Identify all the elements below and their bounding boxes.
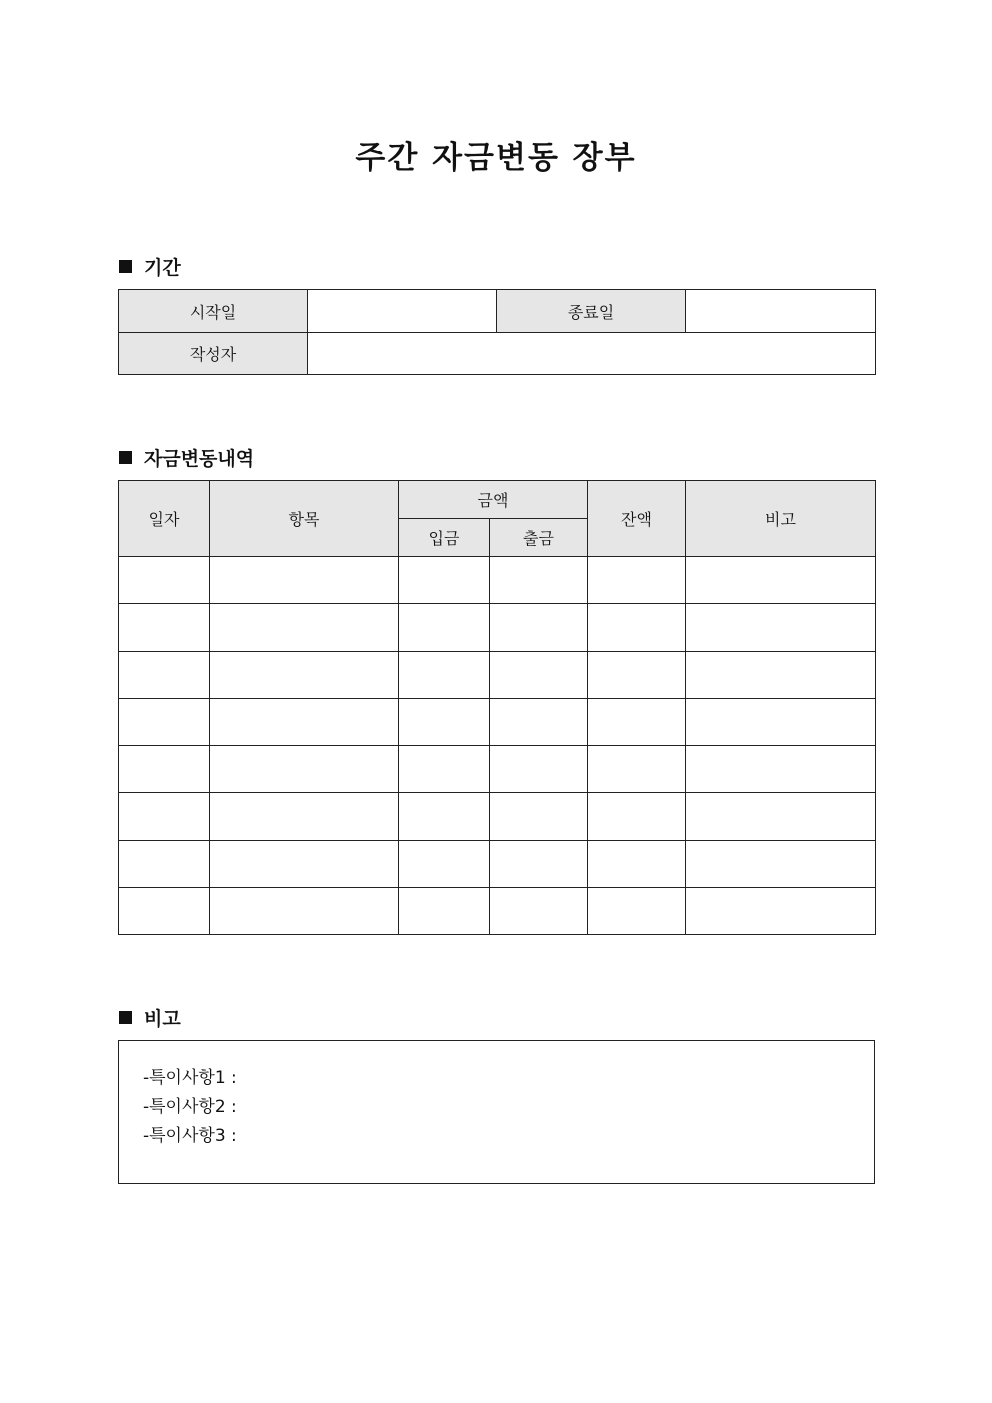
balance-cell[interactable] bbox=[588, 793, 686, 841]
withdraw-cell[interactable] bbox=[490, 746, 588, 793]
item-cell[interactable] bbox=[210, 699, 399, 746]
withdraw-cell[interactable] bbox=[490, 793, 588, 841]
deposit-cell[interactable] bbox=[399, 746, 490, 793]
col-header-balance: 잔액 bbox=[588, 481, 686, 557]
black-square-icon bbox=[119, 260, 132, 273]
balance-cell[interactable] bbox=[588, 652, 686, 699]
end-date-label: 종료일 bbox=[497, 290, 686, 333]
deposit-cell[interactable] bbox=[399, 699, 490, 746]
withdraw-cell[interactable] bbox=[490, 604, 588, 652]
remarks-cell[interactable] bbox=[686, 557, 876, 604]
deposit-cell[interactable] bbox=[399, 793, 490, 841]
table-row bbox=[119, 557, 876, 604]
withdraw-cell[interactable] bbox=[490, 888, 588, 935]
date-cell[interactable] bbox=[119, 793, 210, 841]
date-cell[interactable] bbox=[119, 604, 210, 652]
page-title: 주간 자금변동 장부 bbox=[355, 140, 637, 176]
balance-cell[interactable] bbox=[588, 746, 686, 793]
balance-cell[interactable] bbox=[588, 557, 686, 604]
table-row bbox=[119, 841, 876, 888]
col-header-date: 일자 bbox=[119, 481, 210, 557]
deposit-cell[interactable] bbox=[399, 841, 490, 888]
ledger-table bbox=[118, 480, 876, 935]
item-cell[interactable] bbox=[210, 888, 399, 935]
ledger-section-heading bbox=[119, 444, 254, 471]
period-table bbox=[118, 289, 876, 375]
remarks-cell[interactable] bbox=[686, 841, 876, 888]
deposit-cell[interactable] bbox=[399, 557, 490, 604]
withdraw-cell[interactable] bbox=[490, 699, 588, 746]
remarks-cell[interactable] bbox=[686, 699, 876, 746]
remarks-cell[interactable] bbox=[686, 888, 876, 935]
start-date-field[interactable] bbox=[308, 290, 497, 333]
balance-cell[interactable] bbox=[588, 841, 686, 888]
withdraw-cell[interactable] bbox=[490, 652, 588, 699]
remarks-cell[interactable] bbox=[686, 746, 876, 793]
date-cell[interactable] bbox=[119, 888, 210, 935]
date-cell[interactable] bbox=[119, 841, 210, 888]
author-field[interactable] bbox=[308, 333, 876, 375]
table-row bbox=[119, 888, 876, 935]
remarks-cell[interactable] bbox=[686, 793, 876, 841]
item-cell[interactable] bbox=[210, 557, 399, 604]
deposit-cell[interactable] bbox=[399, 652, 490, 699]
deposit-cell[interactable] bbox=[399, 888, 490, 935]
col-header-item: 항목 bbox=[210, 481, 399, 557]
withdraw-cell[interactable] bbox=[490, 557, 588, 604]
period-section-heading bbox=[119, 253, 181, 280]
table-row bbox=[119, 699, 876, 746]
note-line: -특이사항2 : bbox=[143, 1097, 237, 1117]
start-date-label: 시작일 bbox=[119, 290, 308, 333]
table-row bbox=[119, 604, 876, 652]
note-line: -특이사항1 : bbox=[143, 1068, 237, 1088]
withdraw-cell[interactable] bbox=[490, 841, 588, 888]
date-cell[interactable] bbox=[119, 699, 210, 746]
item-cell[interactable] bbox=[210, 652, 399, 699]
col-header-deposit: 입금 bbox=[399, 519, 490, 557]
notes-heading-label: 비고 bbox=[144, 1008, 181, 1030]
end-date-field[interactable] bbox=[686, 290, 876, 333]
notes-box[interactable] bbox=[118, 1040, 875, 1184]
notes-section-heading bbox=[119, 1004, 181, 1031]
col-header-withdraw: 출금 bbox=[490, 519, 588, 557]
black-square-icon bbox=[119, 451, 132, 464]
item-cell[interactable] bbox=[210, 746, 399, 793]
col-header-amount: 금액 bbox=[399, 481, 588, 519]
note-line: -특이사항3 : bbox=[143, 1126, 237, 1146]
date-cell[interactable] bbox=[119, 557, 210, 604]
item-cell[interactable] bbox=[210, 841, 399, 888]
table-row bbox=[119, 652, 876, 699]
col-header-remarks: 비고 bbox=[686, 481, 876, 557]
table-row bbox=[119, 746, 876, 793]
deposit-cell[interactable] bbox=[399, 604, 490, 652]
balance-cell[interactable] bbox=[588, 699, 686, 746]
balance-cell[interactable] bbox=[588, 604, 686, 652]
period-heading-label: 기간 bbox=[144, 257, 181, 279]
date-cell[interactable] bbox=[119, 652, 210, 699]
item-cell[interactable] bbox=[210, 604, 399, 652]
table-row bbox=[119, 793, 876, 841]
date-cell[interactable] bbox=[119, 746, 210, 793]
remarks-cell[interactable] bbox=[686, 604, 876, 652]
balance-cell[interactable] bbox=[588, 888, 686, 935]
ledger-heading-label: 자금변동내역 bbox=[144, 448, 255, 470]
item-cell[interactable] bbox=[210, 793, 399, 841]
author-label: 작성자 bbox=[119, 333, 308, 375]
black-square-icon bbox=[119, 1011, 132, 1024]
remarks-cell[interactable] bbox=[686, 652, 876, 699]
